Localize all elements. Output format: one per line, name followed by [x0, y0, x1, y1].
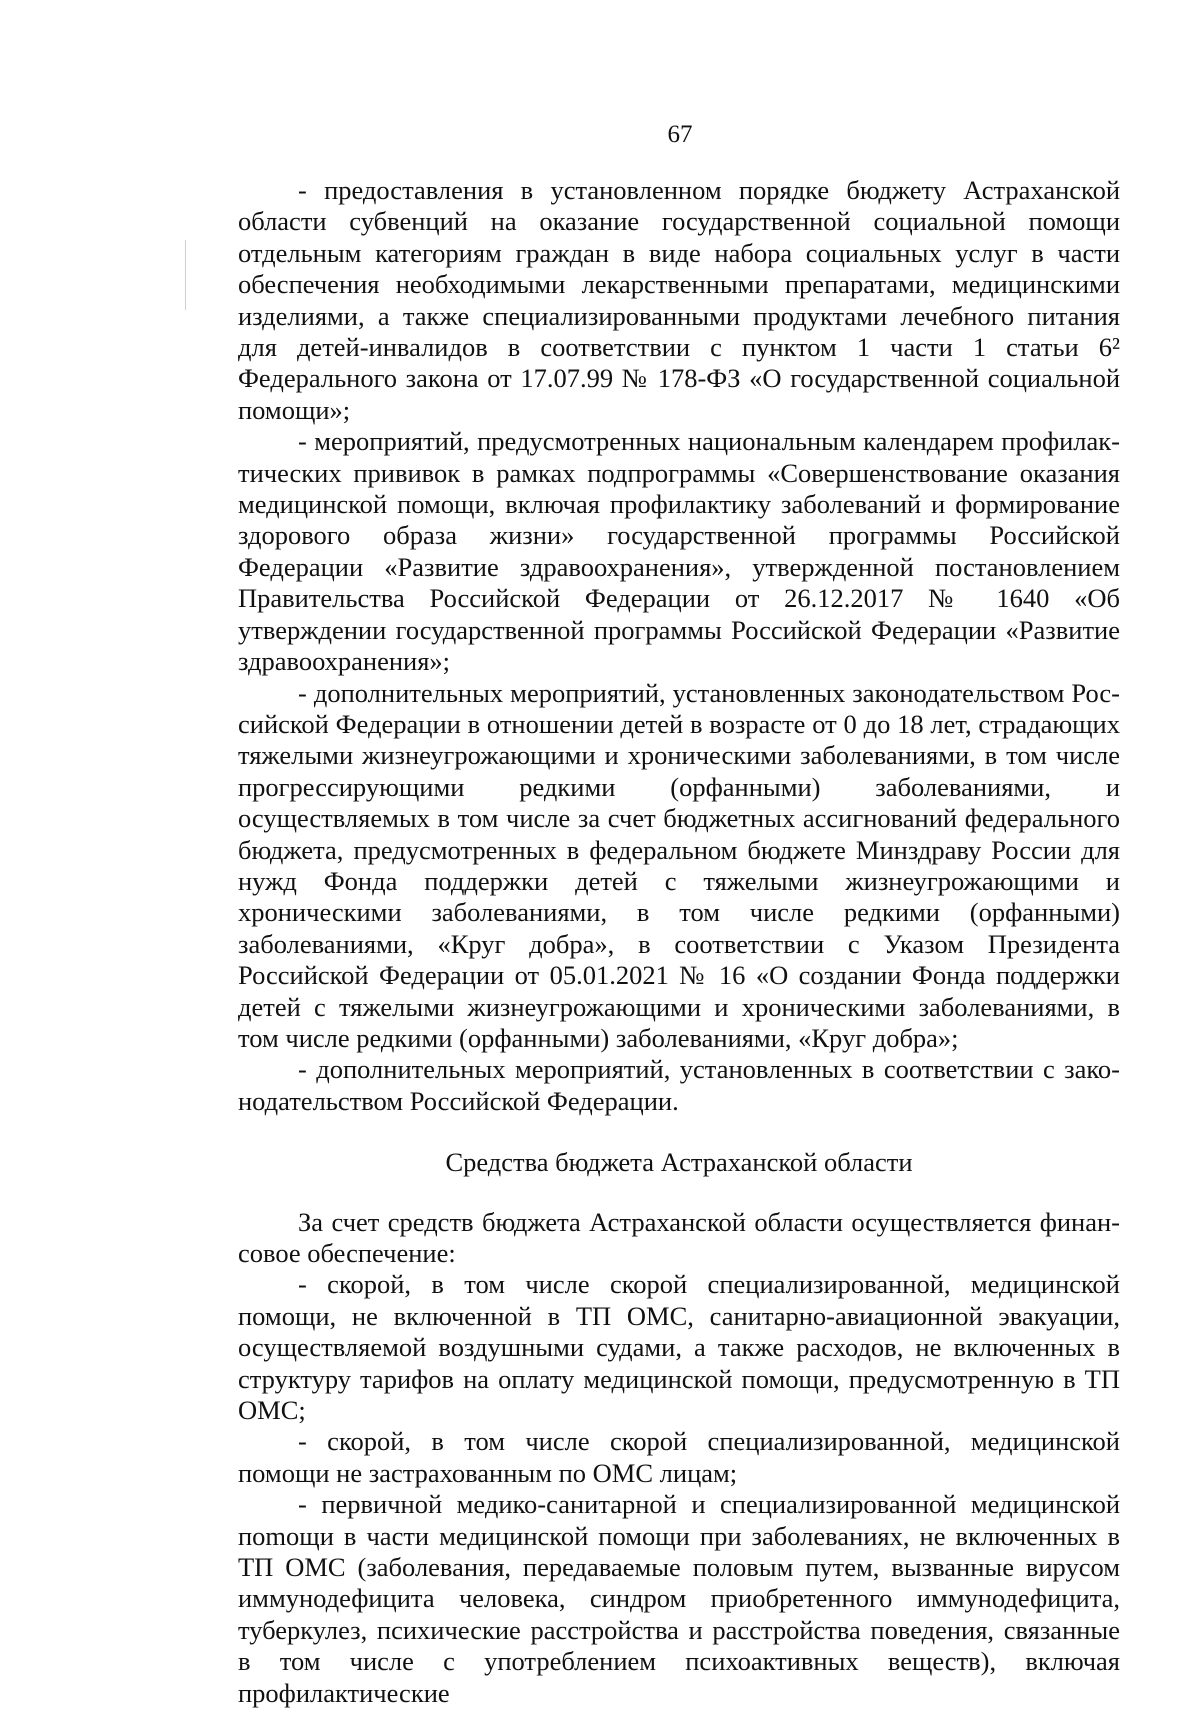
- paragraph-vaccination-calendar: - мероприятий, предусмотренных национальным календарем профилактических прививок в рамках подпрограммы «Совершенствование оказания медицинской помощи, включая профилактику заболеваний и формирование здорового образа жизни» государственной программы Российской Федерации «Развитие здравоохранения», утвержденной постановлением Правительства Российской Федерации от 26.12.2017 № 1640 «Об утверждении государственной программы Российской Федерации «Развитие здравоохранения»;: [238, 426, 1120, 677]
- paragraph-emergency-care: - скорой, в том числе скорой специализированной, медицинской помощи, не включенной в ТП ОМС, санитарно-авиационной эвакуации, осуществляемой воздушными судами, а также расходов, не включенных в структуру тарифов на оплату медицинской помощи, предусмотренную в ТП ОМС;: [238, 1269, 1120, 1426]
- paragraph-subventions: - предоставления в установленном порядке бюджету Астраханской области субвенций на оказание государственной социальной помощи отдельным категориям граждан в виде набора социальных услуг в части обеспечения необходимыми лекарственными препаратами, медицинскими изделиями, а также специализированными продуктами лечебного питания для детей-инвалидов в соответствии с пунктом 1 части 1 статьи 6² Федерального закона от 17.07.99 № 178-ФЗ «О государственной социальной помощи»;: [238, 175, 1120, 425]
- paragraph-regional-funding-intro: За счет средств бюджета Астраханской области осуществляется финансовое обеспечение:: [238, 1206, 1120, 1268]
- scan-artifact-line: [185, 240, 186, 310]
- paragraph-additional-measures: - дополнительных мероприятий, установленных в соответствии с законодательством Российской Федерации.: [238, 1054, 1120, 1116]
- paragraph-primary-specialized-care: - первичной медико-санитарной и специализированной медицинской поmощи в части медицинской помощи при заболеваниях, не включенных в ТП ОМС (заболевания, передаваемые половым путем, вызванные вирусом иммунодефицита человека, синдром приобретенного иммунодефицита, туберкулез, психические расстройства и расстройства поведения, связанные в том числе с употреблением психоактивных веществ), включая профилактические: [238, 1489, 1120, 1708]
- paragraph-children-diseases: - дополнительных мероприятий, установленных законодательством Российской Федерации в отношении детей в возрасте от 0 до 18 лет, страдающих тяжелыми жизнеугрожающими и хроническими заболеваниями, в том числе прогрессирующими редкими (орфанными) заболеваниями, и осуществляемых в том числе за счет бюджетных ассигнований федерального бюджета, предусмотренных в федеральном бюджете Минздраву России для нужд Фонда поддержки детей с тяжелыми жизнеугрожающими и хроническими заболеваниями, в том числе редкими (орфанными) заболеваниями, «Круг добра», в соответствии с Указом Президента Российской Федерации от 05.01.2021 № 16 «О создании Фонда поддержки детей с тяжелыми жизнеугрожающими и хроническими заболеваниями, в том числе редкими (орфанными) заболеваниями, «Круг добра»;: [238, 677, 1120, 1053]
- document-body: [238, 175, 1120, 1709]
- page-number: 67: [667, 121, 693, 148]
- section-title: Средства бюджета Астраханской области: [445, 1147, 913, 1178]
- paragraph-uninsured-emergency-care: - скорой, в том числе скорой специализированной, медицинской помощи не застрахованным по ОМС лицам;: [238, 1426, 1120, 1488]
